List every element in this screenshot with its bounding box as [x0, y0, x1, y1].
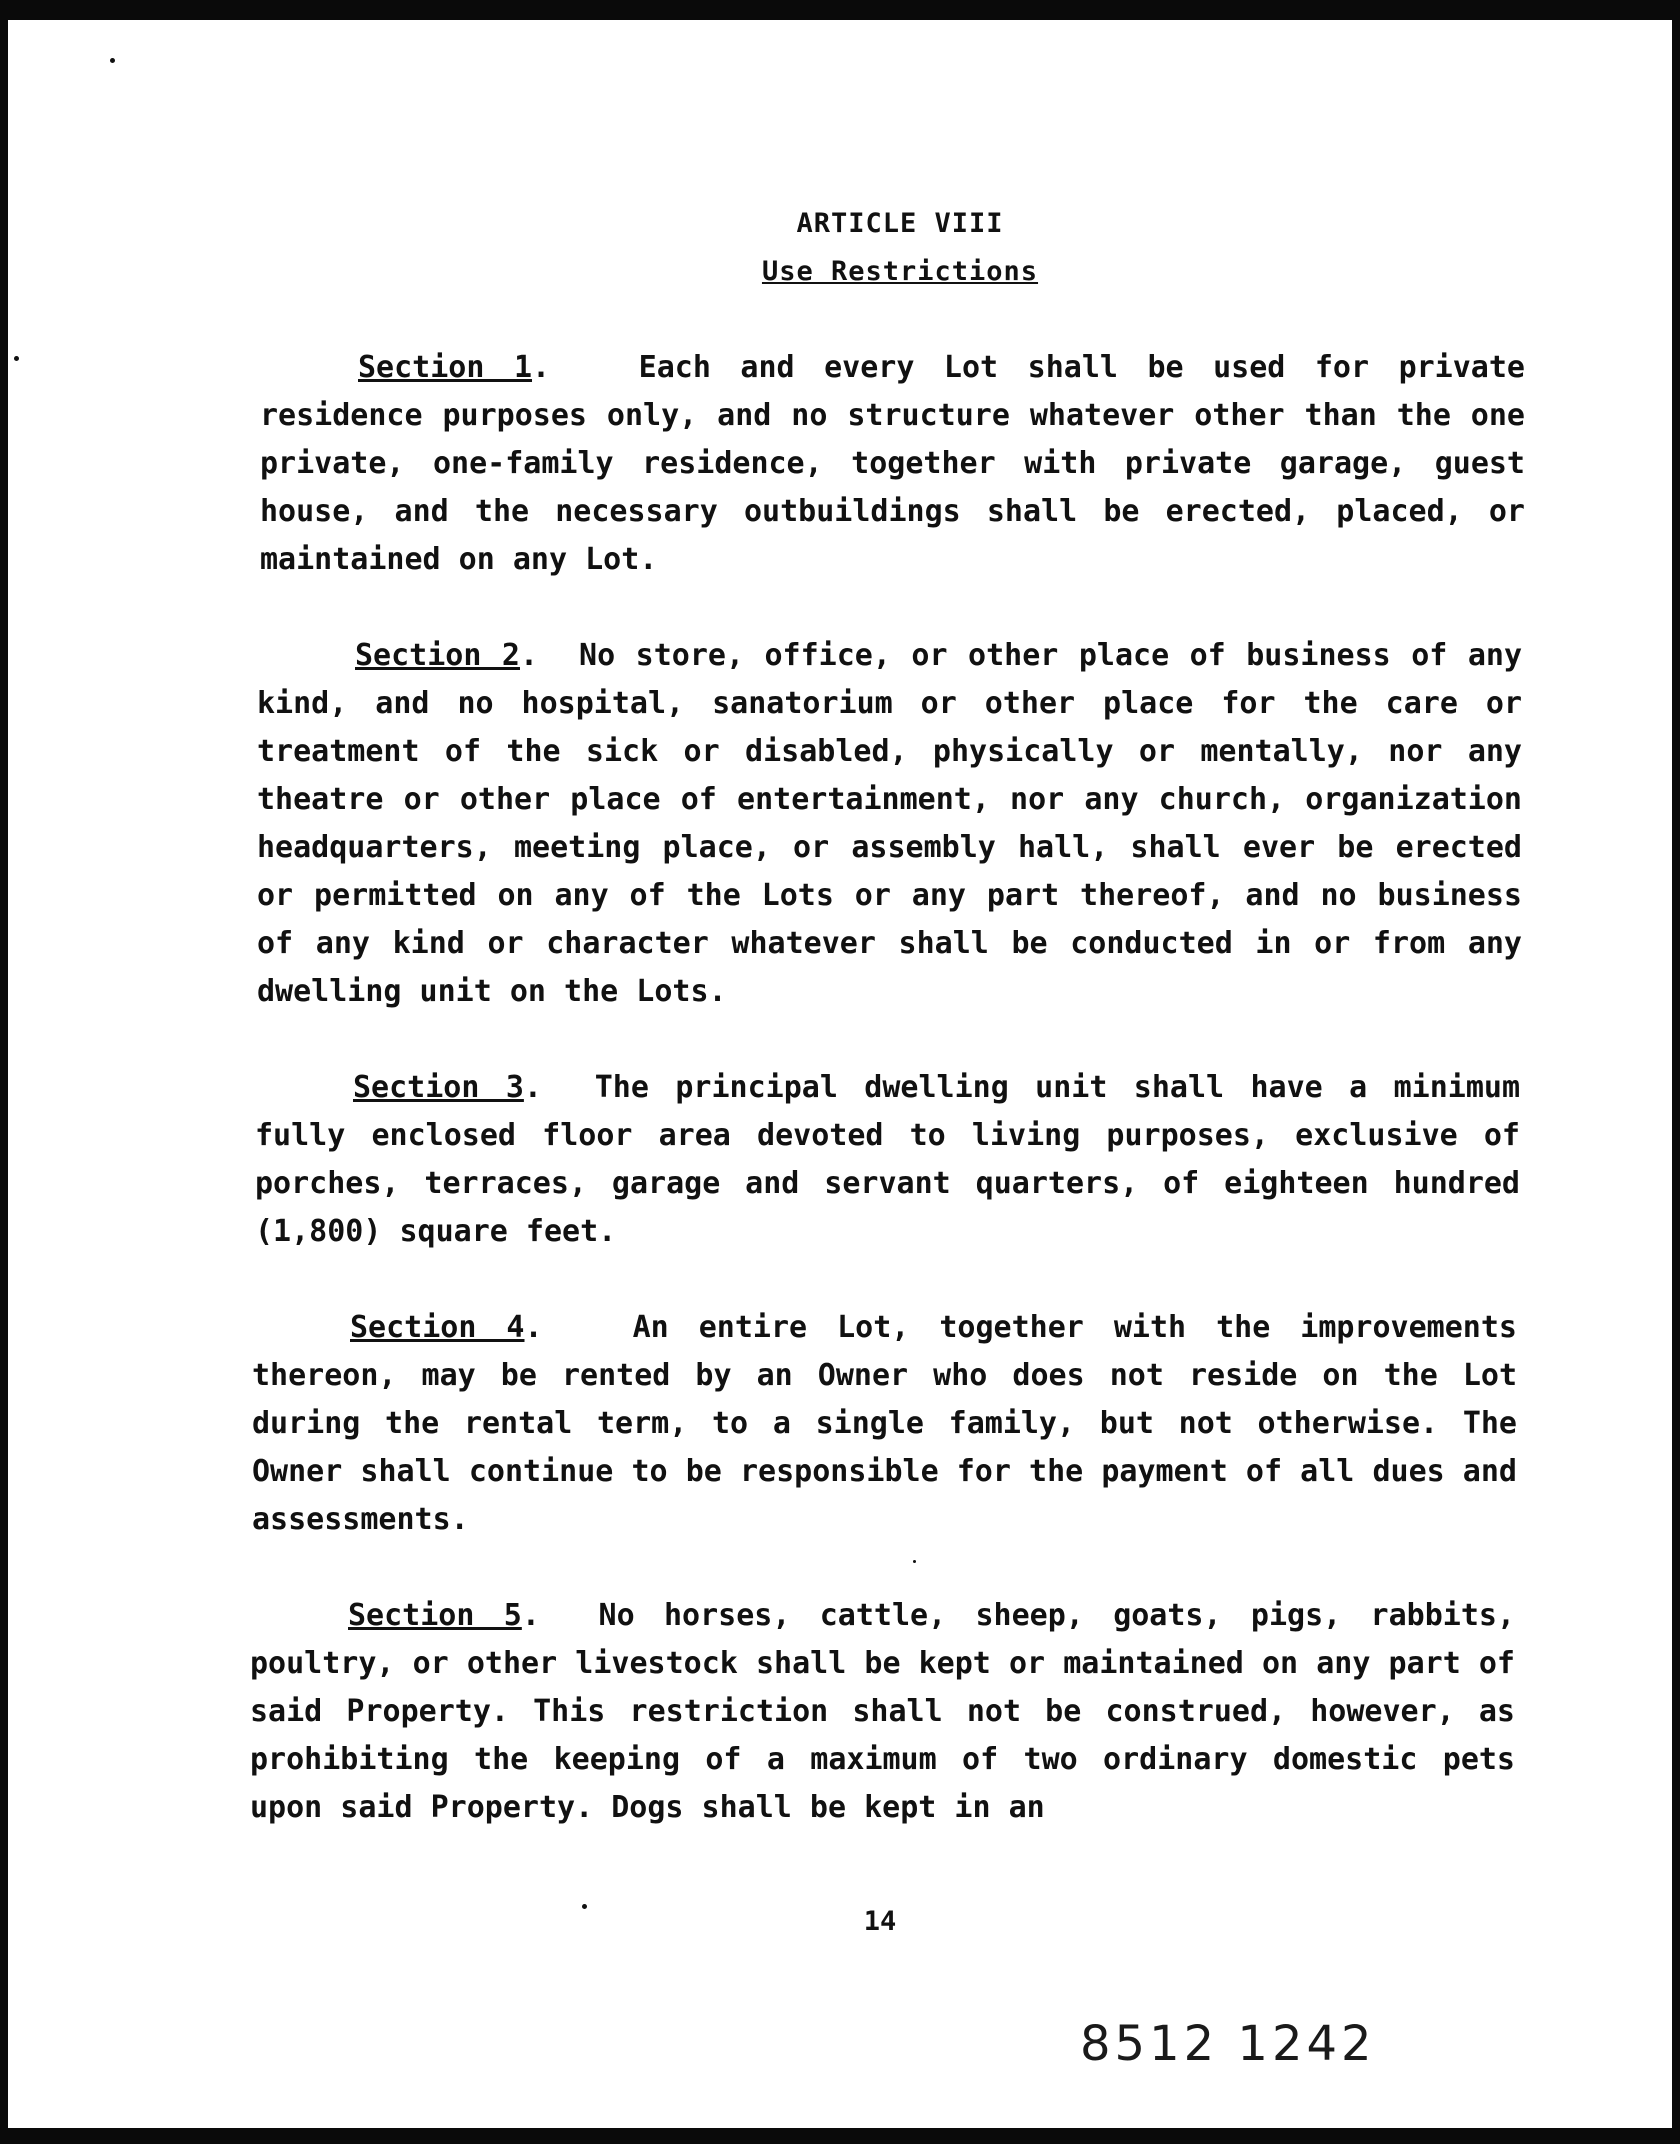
scan-border-right	[1672, 0, 1680, 2144]
page-number: 14	[863, 1906, 897, 1937]
section-label: Section 1	[358, 350, 533, 385]
section-paragraph: Section 4. An entire Lot, together with the improvements thereon, may be rented by an Owner who does not reside on the Lot during the rental term, to a single family, but not otherwise. The Owner shall continue to be responsible for the payment of all dues and assessments.	[252, 1310, 1517, 1537]
section-label: Section 2	[355, 638, 520, 673]
scan-border-bottom	[0, 2128, 1680, 2144]
scan-speck	[913, 1560, 916, 1563]
section-label: Section 3	[353, 1070, 524, 1105]
article-title: ARTICLE VIII	[796, 208, 1004, 239]
section-text: Each and every Lot shall be used for private residence purposes only, and no structure whatever other than the one private, one-family residence, together with private garage, guest house, and the necessary outbuildings shall be erected, placed, or maintained on any Lot.	[260, 350, 1525, 577]
document-code: 8512 1242	[1080, 2016, 1376, 2072]
scan-border-left	[0, 0, 8, 2144]
section-paragraph: Section 1. Each and every Lot shall be used for private residence purposes only, and no structure whatever other than the one private, one-family residence, together with private garage, guest house, and the necessary outbuildings shall be erected, placed, or maintained on any Lot.	[260, 350, 1525, 577]
scan-border-top	[0, 0, 1680, 20]
section-text: The principal dwelling unit shall have a minimum fully enclosed floor area devoted to living purposes, exclusive of porches, terraces, garage and servant quarters, of eighteen hundred (1,800) square feet.	[255, 1070, 1521, 1249]
article-subtitle: Use Restrictions	[761, 256, 1039, 287]
section-label: Section 4	[350, 1310, 525, 1345]
section-paragraph: Section 3. The principal dwelling unit shall have a minimum fully enclosed floor area devoted to living purposes, exclusive of porches, terraces, garage and servant quarters, of eighteen hundred (1,800) square feet.	[255, 1070, 1521, 1249]
section-text: No store, office, or other place of business of any kind, and no hospital, sanatorium or other place for the care or treatment of the sick or disabled, physically or mentally, nor any theatre or other place of entertainment, nor any church, organization headquarters, meeting place, or assembly hall, shall ever be erected or permitted on any of the Lots or any part thereof, and no business of any kind or character whatever shall be conducted in or from any dwelling unit on the Lots.	[257, 638, 1523, 1009]
scan-speck	[14, 356, 19, 361]
section-text: An entire Lot, together with the improvements thereon, may be rented by an Owner who does not reside on the Lot during the rental term, to a single family, but not otherwise. The Owner shall continue to be responsible for the payment of all dues and assessments.	[252, 1310, 1517, 1537]
scan-speck	[110, 58, 115, 63]
section-label: Section 5	[348, 1598, 522, 1633]
section-text: No horses, cattle, sheep, goats, pigs, rabbits, poultry, or other livestock shall be kept or maintained on any part of said Property. This restriction shall not be construed, however, as prohibiting the keeping of a maximum of two ordinary domestic pets upon said Property. Dogs shall be kept in an	[250, 1598, 1516, 1825]
section-paragraph: Section 2. No store, office, or other place of business of any kind, and no hospital, sanatorium or other place for the care or treatment of the sick or disabled, physically or mentally, nor any theatre or other place of entertainment, nor any church, organization headquarters, meeting place, or assembly hall, shall ever be erected or permitted on any of the Lots or any part thereof, and no business of any kind or character whatever shall be conducted in or from any dwelling unit on the Lots.	[257, 638, 1523, 1009]
section-paragraph: Section 5. No horses, cattle, sheep, goats, pigs, rabbits, poultry, or other livestock shall be kept or maintained on any part of said Property. This restriction shall not be construed, however, as prohibiting the keeping of a maximum of two ordinary domestic pets upon said Property. Dogs shall be kept in an	[250, 1598, 1516, 1825]
